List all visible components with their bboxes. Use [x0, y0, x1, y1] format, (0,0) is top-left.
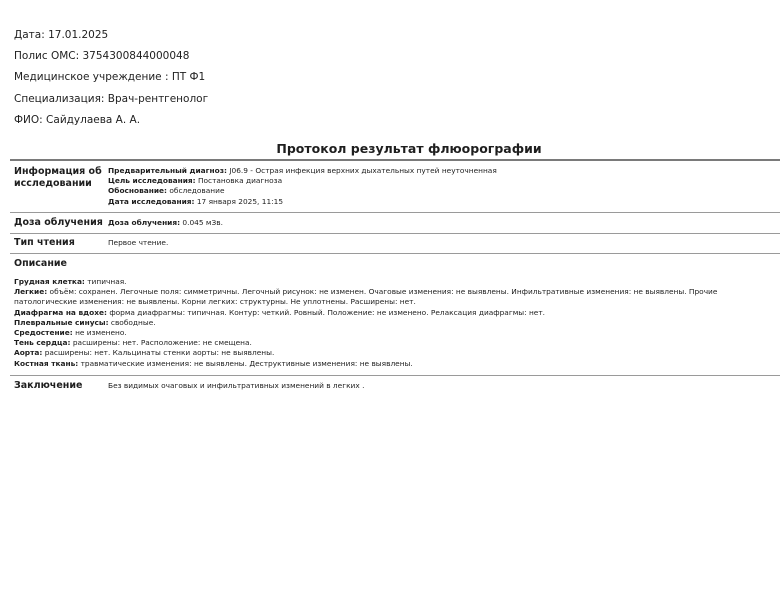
dose-label: Доза облучения: [14, 217, 103, 228]
institution-line: Медицинское учреждение : ПТ Ф1: [14, 71, 206, 83]
conclusion-value: Без видимых очаговых и инфильтративных изменений в легких .: [108, 381, 365, 390]
conclusion-label: Заключение: [14, 380, 83, 391]
chest-row: Грудная клетка: типичная.: [14, 277, 127, 286]
patient-line: ФИО: Сайдулаева А. А.: [14, 114, 141, 126]
patient-value: Сайдулаева А. А.: [46, 114, 141, 126]
page-title: Протокол результат флюорографии: [276, 141, 542, 156]
description-label: Описание: [14, 258, 68, 269]
diaphragm-row: Диафрагма на вдохе: форма диафрагмы: типичная. Контур: четкий. Ровный. Положение: не изменено. Релаксация диафрагмы: нет.: [14, 307, 545, 317]
divider: [10, 233, 780, 234]
reason-row: Обоснование: обследование: [108, 186, 225, 196]
reason-value: обследование: [169, 186, 225, 196]
heart-row: Тень сердца: расширены: нет. Расположение: не смещена.: [14, 338, 252, 348]
specialization-line: Специализация: Врач-рентгенолог: [14, 93, 209, 105]
purpose-value: Постановка диагноза: [197, 176, 283, 186]
aorta-row: Аорта: расширены: нет. Кальцинаты стенки аорты: не выявлены.: [14, 348, 275, 358]
study-info-content: [108, 166, 497, 207]
title-divider: [10, 159, 780, 161]
lungs-row: Легкие: объём: сохранен. Легочные поля: симметричны. Легочный рисунок: не изменен. Очаговые изменения: не выявлены. Инфильтративные изменения: не выявлены. Прочие патологические изменения: не выявлены. Корни легких: структурны. Не уплотнены. Расширены: нет.: [14, 287, 718, 307]
diagnosis-row: Предварительный диагноз: J06.9 - Острая инфекция верхних дыхательных путей неуточненная: [108, 166, 497, 175]
mediastinum-row: Средостение: не изменено.: [14, 328, 127, 338]
diagnosis-value: J06.9 - Острая инфекция верхних дыхательных путей неуточненная: [229, 166, 497, 175]
study-date-value: 17 января 2025, 11:15: [196, 196, 284, 206]
divider: [10, 375, 780, 376]
sinuses-row: Плевральные синусы: свободные.: [14, 317, 156, 327]
specialization-value: Врач-рентгенолог: [107, 93, 209, 105]
date-line: Дата: 17.01.2025: [14, 29, 109, 41]
dose-content: Доза облучения: 0.045 мЗв.: [108, 218, 223, 227]
divider: [10, 212, 780, 213]
institution-value: ПТ Ф1: [171, 71, 206, 83]
divider: [10, 253, 780, 254]
policy-line: Полис ОМС: 3754300844000048: [14, 50, 190, 62]
dose-value: 0.045 мЗв.: [182, 218, 223, 227]
study-info-label: Информация об исследовании: [14, 166, 102, 189]
purpose-row: Цель исследования: Постановка диагноза: [108, 176, 283, 186]
reading-value: Первое чтение.: [108, 238, 169, 247]
date-value: 17.01.2025: [48, 29, 109, 41]
policy-value: 3754300844000048: [82, 50, 190, 62]
bone-row: Костная ткань: травматические изменения: не выявлены. Деструктивные изменения: не выявлены.: [14, 358, 413, 368]
reading-label: Тип чтения: [14, 237, 75, 248]
description-body: [14, 277, 774, 369]
study-date-row: Дата исследования: 17 января 2025, 11:15: [108, 196, 284, 206]
